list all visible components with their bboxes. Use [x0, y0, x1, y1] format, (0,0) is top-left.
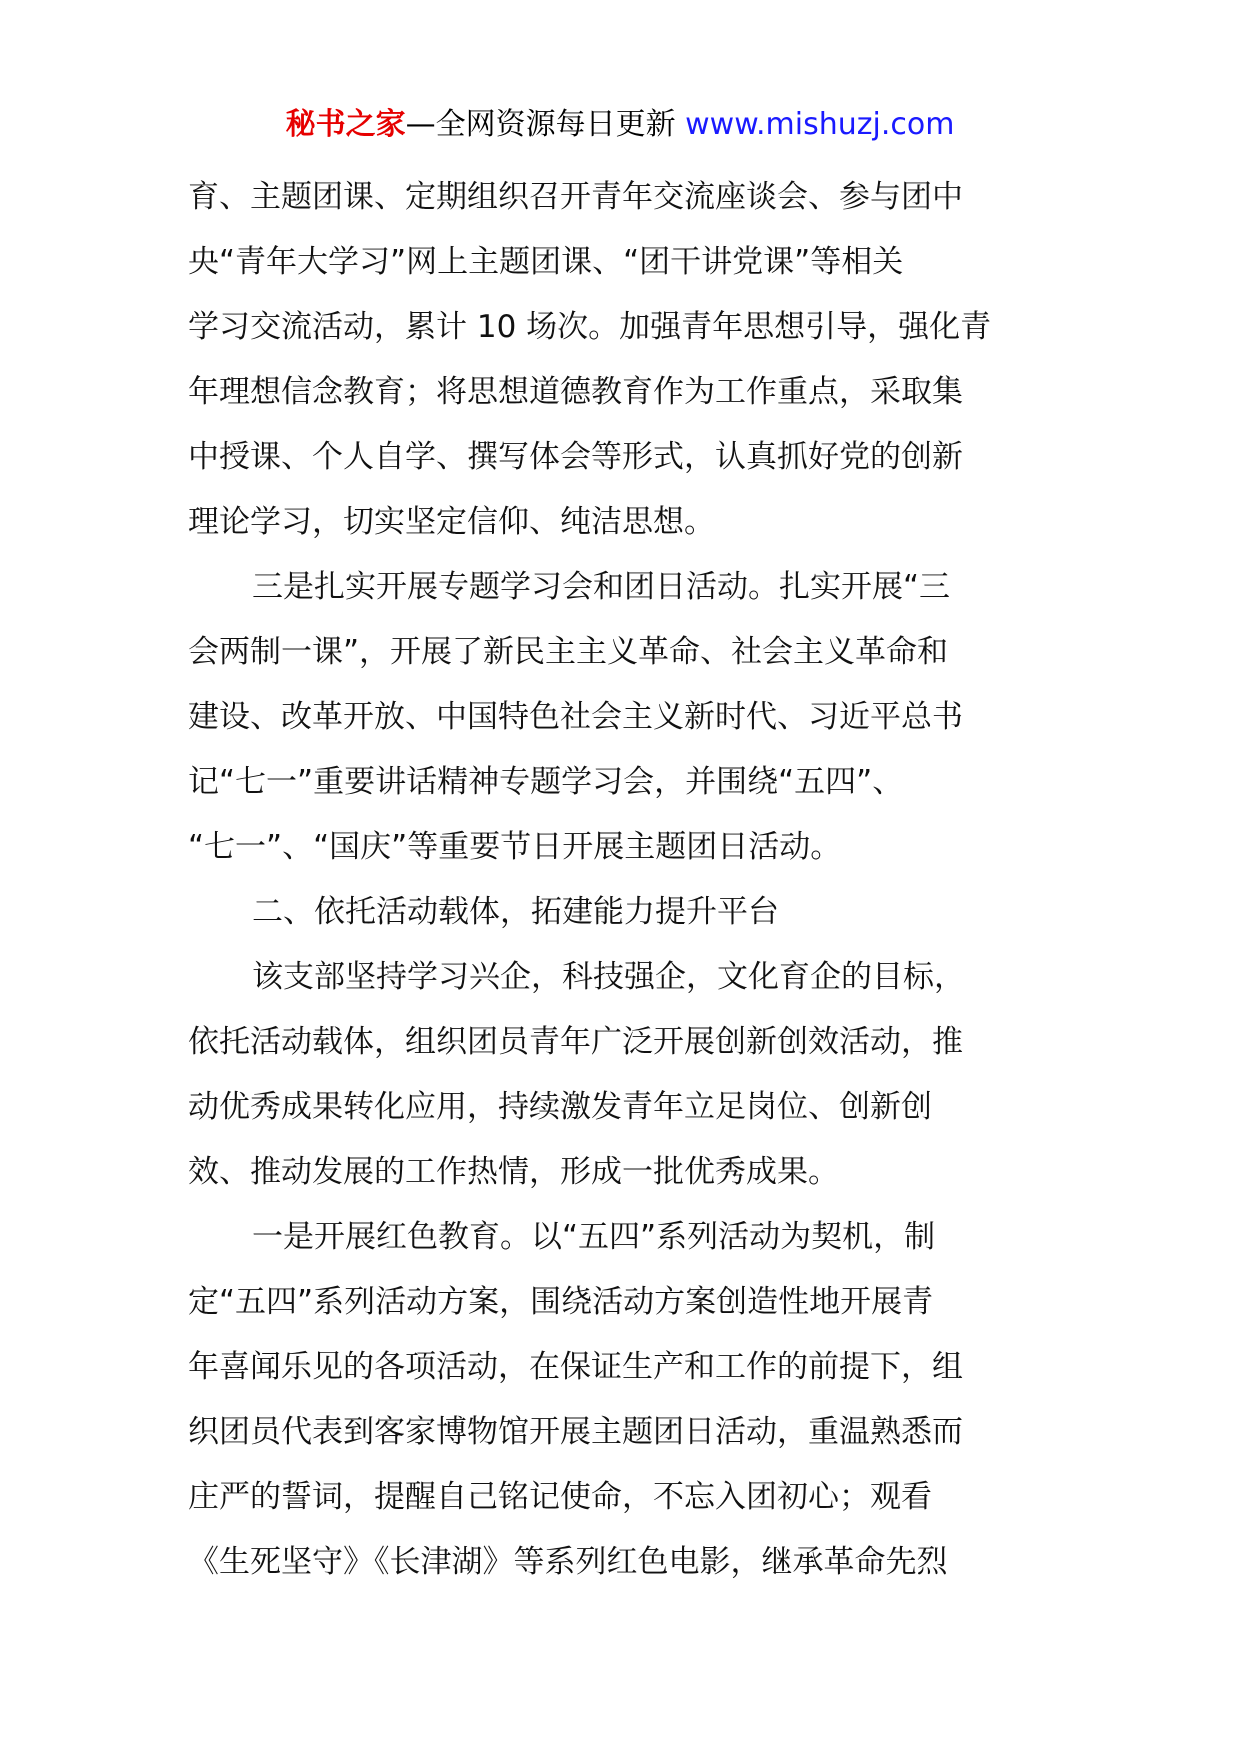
- section-heading: 二、依托活动载体，拓建能力提升平台: [252, 894, 779, 930]
- text-line: 央“青年大学习”网上主题团课、“团干讲党课”等相关: [188, 244, 904, 280]
- text-line: 定“五四”系列活动方案，围绕活动方案创造性地开展青: [188, 1284, 934, 1320]
- header-brand: 秘书之家: [285, 107, 406, 142]
- text-line: 理论学习，切实坚定信仰、纯洁思想。: [188, 504, 715, 540]
- text-line: 育、主题团课、定期组织召开青年交流座谈会、参与团中: [188, 179, 963, 215]
- text-line: 中授课、个人自学、撰写体会等形式，认真抓好党的创新: [188, 439, 963, 475]
- document-body: [188, 165, 1054, 1595]
- header-url-link[interactable]: www.mishuzj.com: [685, 107, 955, 142]
- paragraph-first-line: 该支部坚持学习兴企，科技强企，文化育企的目标，: [252, 959, 965, 995]
- paragraph-first-line: 三是扎实开展专题学习会和团日活动。扎实开展“三: [252, 569, 951, 605]
- text-line: “七一”、“国庆”等重要节日开展主题团日活动。: [188, 829, 842, 865]
- text-line: 学习交流活动，累计 10 场次。加强青年思想引导，强化青: [188, 309, 992, 345]
- text-line: 记“七一”重要讲话精神专题学习会，并围绕“五四”、: [188, 764, 904, 800]
- text-line: 效、推动发展的工作热情，形成一批优秀成果。: [188, 1154, 839, 1190]
- text-line: 《生死坚守》《长津湖》等系列红色电影，继承革命先烈: [188, 1544, 948, 1580]
- text-line: 年喜闻乐见的各项活动，在保证生产和工作的前提下，组: [188, 1349, 963, 1385]
- text-line: 会两制一课”，开展了新民主主义革命、社会主义革命和: [188, 634, 949, 670]
- text-line: 动优秀成果转化应用，持续激发青年立足岗位、创新创: [188, 1089, 932, 1125]
- text-line: 织团员代表到客家博物馆开展主题团日活动，重温熟悉而: [188, 1414, 963, 1450]
- paragraph-first-line: 一是开展红色教育。以“五四”系列活动为契机，制: [252, 1219, 936, 1255]
- text-line: 依托活动载体，组织团员青年广泛开展创新创效活动，推: [188, 1024, 963, 1060]
- text-line: 年理想信念教育；将思想道德教育作为工作重点，采取集: [188, 374, 963, 410]
- text-line: 庄严的誓词，提醒自己铭记使命，不忘入团初心；观看: [188, 1479, 932, 1515]
- text-line: 建设、改革开放、中国特色社会主义新时代、习近平总书: [188, 699, 963, 735]
- header-tagline: —全网资源每日更新: [405, 107, 686, 142]
- page-header: [0, 103, 1240, 147]
